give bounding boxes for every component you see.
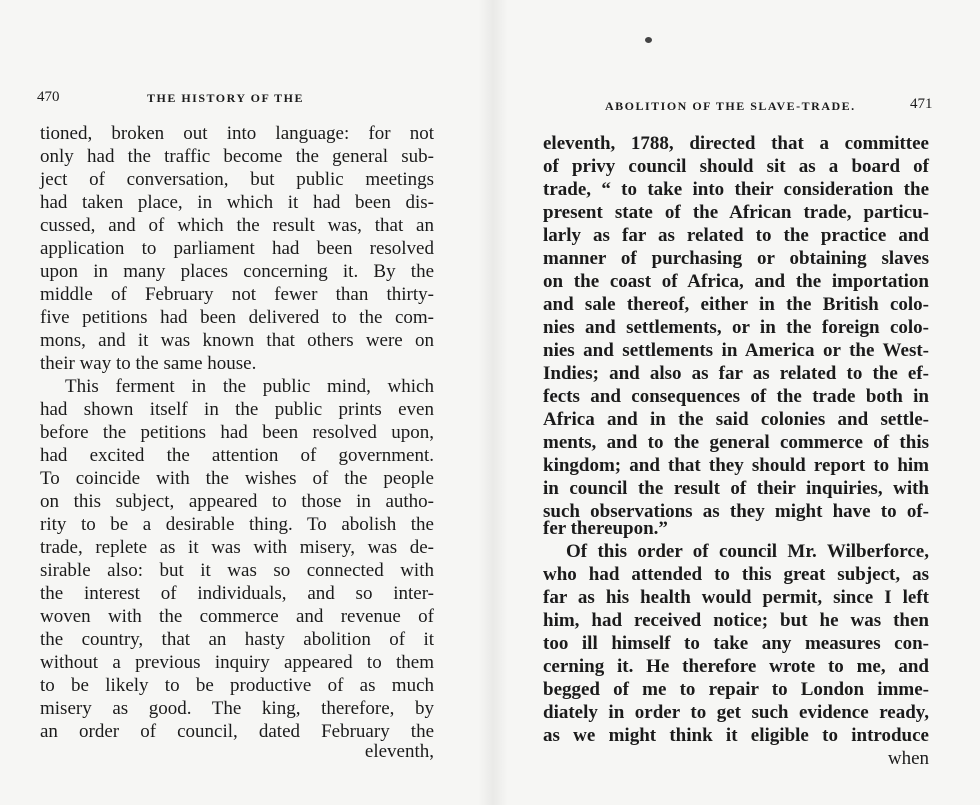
- text-line: manner of purchasing or obtaining slaves: [543, 248, 929, 269]
- text-line: middle of February not fewer than thirty-: [40, 284, 434, 305]
- text-line: before the petitions had been resolved upon,: [40, 422, 434, 443]
- text-line: nies and settlements in America or the West-: [543, 340, 929, 361]
- text-line: on this subject, appeared to those in autho-: [40, 491, 434, 512]
- text-line: cerning it. He therefore wrote to me, and: [543, 656, 929, 677]
- text-line: who had attended to this great subject, as: [543, 564, 929, 585]
- text-line: present state of the African trade, particu-: [543, 202, 929, 223]
- catchword: when: [887, 748, 929, 769]
- text-line: an order of council, dated February the: [40, 721, 434, 742]
- text-line: in council the result of their inquiries, with: [543, 478, 929, 499]
- text-line: the country, that an hasty abolition of it: [40, 629, 434, 650]
- text-line: diately in order to get such evidence ready,: [543, 702, 929, 723]
- catchword: eleventh,: [364, 741, 434, 762]
- text-line: fer thereupon.”: [543, 518, 668, 539]
- text-line: and sale thereof, either in the British colo-: [543, 294, 929, 315]
- text-line: him, had received notice; but he was then: [543, 610, 929, 631]
- text-line: trade, “ to take into their consideration the: [543, 179, 929, 200]
- text-line: rity to be a desirable thing. To abolish the: [40, 514, 434, 535]
- text-line: only had the traffic become the general sub-: [40, 146, 434, 167]
- text-line: kingdom; and that they should report to him: [543, 455, 929, 476]
- text-line: cussed, and of which the result was, that an: [40, 215, 434, 236]
- left-running-title: THE HISTORY OF THE: [147, 91, 304, 105]
- paragraph-first-line: Of this order of council Mr. Wilberforce,: [566, 541, 929, 562]
- text-line: the interest of individuals, and so inter-: [40, 583, 434, 604]
- text-line: had taken place, in which it had been dis-: [40, 192, 434, 213]
- right-running-title: ABOLITION OF THE SLAVE-TRADE.: [605, 99, 856, 113]
- text-line: on the coast of Africa, and the importation: [543, 271, 929, 292]
- text-line: sirable also: but it was so connected with: [40, 560, 434, 581]
- text-line: Indies; and also as far as related to the ef-: [543, 363, 929, 384]
- right-page-number: 471: [910, 96, 933, 112]
- text-line: far as his health would permit, since I left: [543, 587, 929, 608]
- text-line: larly as far as related to the practice and: [543, 225, 929, 246]
- text-line: five petitions had been delivered to the com-: [40, 307, 434, 328]
- text-line: application to parliament had been resolved: [40, 238, 434, 259]
- paragraph-first-line: This ferment in the public mind, which: [65, 376, 434, 397]
- text-line: to be likely to be productive of as much: [40, 675, 434, 696]
- text-line: misery as good. The king, therefore, by: [40, 698, 434, 719]
- text-line: fects and consequences of the trade both in: [543, 386, 929, 407]
- text-line: ject of conversation, but public meetings: [40, 169, 434, 190]
- text-line: To coincide with the wishes of the people: [40, 468, 434, 489]
- text-line: tioned, broken out into language: for not: [40, 123, 434, 144]
- text-line: ments, and to the general commerce of this: [543, 432, 929, 453]
- text-line: trade, replete as it was with misery, was de-: [40, 537, 434, 558]
- text-line: eleventh, 1788, directed that a committee: [543, 133, 929, 154]
- text-line: their way to the same house.: [40, 353, 257, 374]
- right-page: [490, 0, 980, 805]
- text-line: as we might think it eligible to introduce: [543, 725, 929, 746]
- text-line: of privy council should sit as a board of: [543, 156, 929, 177]
- text-line: upon in many places concerning it. By the: [40, 261, 434, 282]
- text-line: Africa and in the said colonies and settle-: [543, 409, 929, 430]
- text-line: had shown itself in the public prints even: [40, 399, 434, 420]
- left-running-header: [37, 89, 477, 107]
- text-line: too ill himself to take any measures con-: [543, 633, 929, 654]
- text-line: such observations as they might have to of-: [543, 501, 929, 522]
- text-line: without a previous inquiry appeared to them: [40, 652, 434, 673]
- right-running-header: [605, 97, 940, 115]
- text-line: mons, and it was known that others were on: [40, 330, 434, 351]
- left-page-number: 470: [37, 89, 60, 105]
- text-line: nies and settlements, or in the foreign colo-: [543, 317, 929, 338]
- text-line: begged of me to repair to London imme-: [543, 679, 929, 700]
- text-line: had excited the attention of government.: [40, 445, 434, 466]
- text-line: woven with the commerce and revenue of: [40, 606, 434, 627]
